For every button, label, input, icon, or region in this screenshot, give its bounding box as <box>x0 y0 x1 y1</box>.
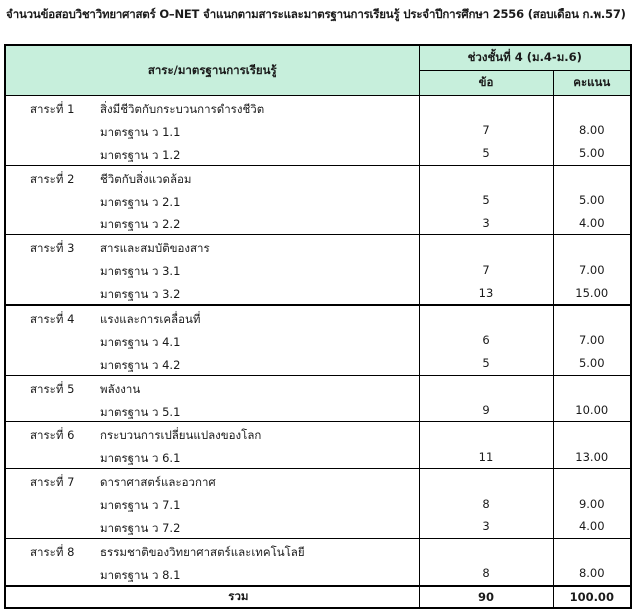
header-items: ข้อ <box>419 71 553 96</box>
group-cell <box>5 235 419 258</box>
standard-cell <box>5 211 419 234</box>
group-score-empty <box>553 165 631 188</box>
standard-row <box>5 329 631 352</box>
standard-row <box>5 119 631 142</box>
standard-score: 7.00 <box>553 329 631 352</box>
standard-name: มาตรฐาน ว 3.2 <box>100 287 181 302</box>
standard-name: มาตรฐาน ว 7.1 <box>100 498 181 513</box>
standard-items: 3 <box>419 211 553 234</box>
standard-row <box>5 258 631 281</box>
group-name: ธรรมชาติของวิทยาศาสตร์และเทคโนโลยี <box>100 544 305 559</box>
standard-cell <box>5 142 419 165</box>
group-items-empty <box>419 469 553 492</box>
header-score: คะแนน <box>553 71 631 96</box>
group-score-empty <box>553 422 631 445</box>
group-cell <box>5 375 419 398</box>
group-items-empty <box>419 96 553 119</box>
group-name: สิ่งมีชีวิตกับกระบวนการดำรงชีวิต <box>100 102 265 116</box>
standard-score: 7.00 <box>553 258 631 281</box>
standard-row <box>5 142 631 165</box>
standard-row <box>5 189 631 212</box>
group-row <box>5 305 631 329</box>
standard-items: 5 <box>419 189 553 212</box>
group-row <box>5 96 631 119</box>
group-row <box>5 469 631 492</box>
group-label: สาระที่ 6 <box>30 428 75 443</box>
standard-cell <box>5 515 419 538</box>
standard-name: มาตรฐาน ว 7.2 <box>100 521 181 536</box>
standard-cell <box>5 492 419 515</box>
group-label: สาระที่ 2 <box>30 171 75 186</box>
group-items-empty <box>419 235 553 258</box>
group-row <box>5 538 631 561</box>
group-score-empty <box>553 96 631 119</box>
standard-name: มาตรฐาน ว 8.1 <box>100 567 181 582</box>
header-grade-level: ช่วงชั้นที่ 4 (ม.4-ม.6) <box>419 45 631 71</box>
group-cell <box>5 305 419 329</box>
standard-cell <box>5 329 419 352</box>
standard-score: 4.00 <box>553 211 631 234</box>
group-label: สาระที่ 1 <box>30 102 75 116</box>
total-row <box>5 586 631 608</box>
group-label: สาระที่ 8 <box>30 544 75 559</box>
standard-name: มาตรฐาน ว 2.2 <box>100 217 181 232</box>
standard-score: 4.00 <box>553 515 631 538</box>
standard-cell <box>5 399 419 422</box>
group-cell <box>5 96 419 119</box>
table-body <box>5 96 631 608</box>
standard-name: มาตรฐาน ว 4.1 <box>100 334 181 349</box>
standard-cell <box>5 445 419 468</box>
standard-cell <box>5 281 419 305</box>
header-standards: สาระ/มาตรฐานการเรียนรู้ <box>5 45 419 96</box>
group-score-empty <box>553 469 631 492</box>
standard-score: 5.00 <box>553 189 631 212</box>
group-cell <box>5 469 419 492</box>
standard-row <box>5 352 631 375</box>
standard-name: มาตรฐาน ว 5.1 <box>100 404 181 419</box>
standard-items: 6 <box>419 329 553 352</box>
group-items-empty <box>419 422 553 445</box>
standard-items: 5 <box>419 352 553 375</box>
standard-items: 13 <box>419 281 553 305</box>
group-items-empty <box>419 305 553 329</box>
group-score-empty <box>553 305 631 329</box>
group-row <box>5 235 631 258</box>
group-row <box>5 422 631 445</box>
standard-row <box>5 445 631 468</box>
standard-row <box>5 399 631 422</box>
standard-items: 5 <box>419 142 553 165</box>
group-score-empty <box>553 375 631 398</box>
group-cell <box>5 538 419 561</box>
standard-score: 10.00 <box>553 399 631 422</box>
group-row <box>5 375 631 398</box>
standard-score: 15.00 <box>553 281 631 305</box>
standard-items: 8 <box>419 562 553 586</box>
standard-name: มาตรฐาน ว 6.1 <box>100 451 181 466</box>
standard-name: มาตรฐาน ว 1.2 <box>100 147 181 162</box>
standard-items: 3 <box>419 515 553 538</box>
standard-cell <box>5 119 419 142</box>
group-row <box>5 165 631 188</box>
standard-score: 8.00 <box>553 119 631 142</box>
group-label: สาระที่ 7 <box>30 475 75 490</box>
standard-row <box>5 515 631 538</box>
exam-table <box>4 44 632 609</box>
standard-row <box>5 281 631 305</box>
group-cell <box>5 165 419 188</box>
standard-cell <box>5 258 419 281</box>
standard-score: 5.00 <box>553 142 631 165</box>
group-items-empty <box>419 165 553 188</box>
document-title: จำนวนข้อสอบวิชาวิทยาศาสตร์ O–NET จำแนกตามสาระและมาตรฐานการเรียนรู้ ประจำปีการศึกษา 2556 (สอบเดือน ก.พ.57) <box>6 7 626 21</box>
group-label: สาระที่ 4 <box>30 312 75 327</box>
group-name: พลังงาน <box>100 381 141 396</box>
total-label: รวม <box>5 586 419 608</box>
standard-row <box>5 492 631 515</box>
group-cell <box>5 422 419 445</box>
standard-name: มาตรฐาน ว 4.2 <box>100 357 181 372</box>
standard-score: 5.00 <box>553 352 631 375</box>
standard-items: 7 <box>419 258 553 281</box>
group-name: แรงและการเคลื่อนที่ <box>100 312 201 327</box>
standard-cell <box>5 352 419 375</box>
standard-items: 8 <box>419 492 553 515</box>
standard-cell <box>5 189 419 212</box>
group-items-empty <box>419 538 553 561</box>
group-name: ดาราศาสตร์และอวกาศ <box>100 475 216 490</box>
group-name: กระบวนการเปลี่ยนแปลงของโลก <box>100 428 262 443</box>
standard-cell <box>5 562 419 586</box>
standard-name: มาตรฐาน ว 3.1 <box>100 264 181 279</box>
group-score-empty <box>553 235 631 258</box>
standard-items: 9 <box>419 399 553 422</box>
group-label: สาระที่ 5 <box>30 381 75 396</box>
group-name: ชีวิตกับสิ่งแวดล้อม <box>100 171 192 186</box>
standard-score: 9.00 <box>553 492 631 515</box>
standard-items: 11 <box>419 445 553 468</box>
total-score: 100.00 <box>553 586 631 608</box>
standard-score: 8.00 <box>553 562 631 586</box>
group-name: สารและสมบัติของสาร <box>100 241 210 256</box>
standard-score: 13.00 <box>553 445 631 468</box>
total-items: 90 <box>419 586 553 608</box>
standard-name: มาตรฐาน ว 1.1 <box>100 124 181 139</box>
standard-items: 7 <box>419 119 553 142</box>
standard-name: มาตรฐาน ว 2.1 <box>100 194 181 209</box>
group-label: สาระที่ 3 <box>30 241 75 256</box>
standard-row <box>5 562 631 586</box>
group-score-empty <box>553 538 631 561</box>
standard-row <box>5 211 631 234</box>
group-items-empty <box>419 375 553 398</box>
